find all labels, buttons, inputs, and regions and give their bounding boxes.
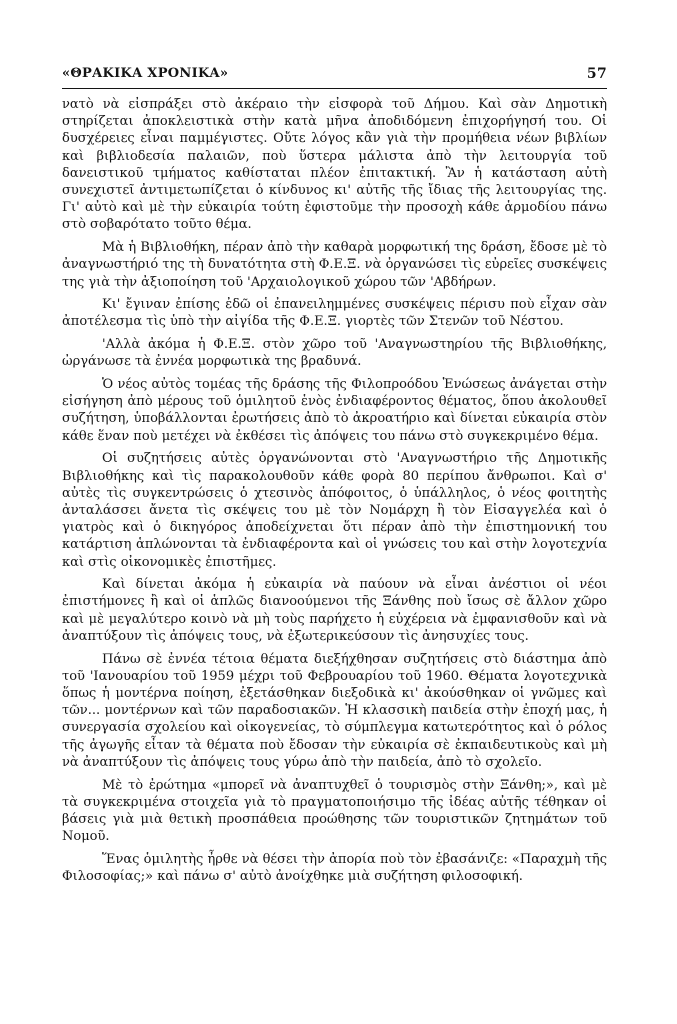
paragraph: Ἕνας ὁμιλητὴς ἦρθε νὰ θέσει τὴν ἀπορία ποὺ τὸν ἐβασάνιζε: «Παραχμὴ τῆς Φιλοσοφίας;» καὶ πάνω σ' αὐτὸ ἀνοίχθηκε μιὰ συζήτηση φιλοσοφική. <box>62 851 607 885</box>
paragraph: Ὁ νέος αὐτὸς τομέας τῆς δράσης τῆς Φιλοπροόδου Ἑνώσεως ἀνάγεται στὴν εἰσήγηση ἀπὸ μέρους τοῦ ὁμιλητοῦ ἑνὸς ἐνδιαφέροντος θέματος, ὅπου ἀκολουθεῖ συζήτηση, ὑποβάλλονται ἐρωτήσεις ἀπὸ τὸ ἀκροατήριο καὶ δίνεται εὐκαιρία στὸν κάθε ἕναν ποὺ μετέχει νὰ ἐκθέσει τὶς ἀπόψεις του πάνω στὸ συγκεκριμένο θέμα. <box>62 377 607 444</box>
paragraph: Πάνω σὲ ἐννέα τέτοια θέματα διεξήχθησαν συζητήσεις στὸ διάστημα ἀπὸ τοῦ 'Ιανουαρίου τοῦ 1959 μέχρι τοῦ Φεβρουαρίου τοῦ 1960. Θέματα λογοτεχνικὰ ὅπως ἡ μοντέρνα ποίηση, ἐξετάσθηκαν διεξοδικὰ κι' ἀκούσθηκαν οἱ γνῶμες καὶ τῶν... μοντέρνων καὶ τῶν παραδοσιακῶν. Ἡ κλασσικὴ παιδεία στὴν ἐποχή μας, ἡ συνεργασία σχολείου καὶ οἰκογενείας, τὸ σύμπλεγμα κατωτερότητος καὶ ὁ ρόλος τῆς ἀγωγῆς εἶταν τὰ θέματα ποὺ ἔδοσαν τὴν εὐκαιρία σὲ ἐκπαιδευτικοὺς καὶ μὴ νὰ ἀναπτύξουν τὶς ἀπόψεις τους γύρω ἀπὸ τὴν παιδεία, ἀπὸ τὸ σχολεῖο. <box>62 651 607 770</box>
paragraph: νατὸ νὰ εἰσπράξει στὸ ἀκέραιο τὴν εἰσφορὰ τοῦ Δήμου. Καὶ σὰν Δημοτικὴ στηρίζεται ἀποκλειστικὰ στὴν κατὰ μῆνα ἀποδιδόμενη ἐπιχορήγησή του. Οἱ δυσχέρειες εἶναι παμμέγιστες. Οὔτε λόγος κἂν γιὰ τὴν προμήθεια νέων βιβλίων καὶ βιβλιοδεσία παλαιῶν, ποὺ ὕστερα μάλιστα ἀπὸ τὴν λειτουργία τοῦ δανειστικοῦ τμήματος καθίσταται πλέον ἐπιτακτική. Ἂν ἡ κατάσταση αὐτὴ συνεχιστεῖ ἀντιμετωπίζεται ὁ κίνδυνος κι' αὐτῆς τῆς ἴδιας τῆς λειτουργίας της. Γι' αὐτὸ καὶ μὲ τὴν εὐκαιρία τούτη ἐφιστοῦμε τὴν προσοχὴ κάθε ἁρμοδίου πάνω στὸ σοβαρότατο τοῦτο θέμα. <box>62 97 607 233</box>
paragraph: Κι' ἔγιναν ἐπίσης ἐδῶ οἱ ἐπανειλημμένες συσκέψεις πέρισυ ποὺ εἶχαν σὰν ἀποτέλεσμα τὶς ὑπὸ τὴν αἰγίδα τῆς Φ.Ε.Ξ. γιορτὲς τῶν Στενῶν τοῦ Νέστου. <box>62 297 607 330</box>
paragraph: Οἱ συζητήσεις αὐτὲς ὀργανώνονται στὸ 'Αναγνωστήριο τῆς Δημοτικῆς Βιβλιοθήκης καὶ τὶς παρακολουθοῦν κάθε φορὰ 80 περίπου ἄνθρωποι. Καὶ σ' αὐτὲς τὶς συγκεντρώσεις ὁ χτεσινὸς ἀπόφοιτος, ὁ ὑπάλληλος, ὁ νέος φοιτητὴς ἀνταλάσσει ἄνετα τὶς σκέψεις του μὲ τὸν Νομάρχη ἢ τὸν Εἰσαγγελέα καὶ ὁ γιατρὸς καὶ ὁ δικηγόρος ἀποδείχνεται ὅτι πέραν ἀπὸ τὴν ἐπιστημονική του κατάρτιση ἁπλώνονται τὰ ἐνδιαφέροντα καὶ οἱ γνώσεις του καὶ στὴν λογοτεχνία καὶ στὶς οἰκονομικὲς ἐπιστῆμες. <box>62 451 607 570</box>
header-rule <box>62 88 607 89</box>
paragraph: Μὲ τὸ ἐρώτημα «μπορεῖ νὰ ἀναπτυχθεῖ ὁ τουρισμὸς στὴν Ξάνθη;», καὶ μὲ τὰ συγκεκριμένα στοιχεῖα γιὰ τὸ πραγματοποιήσιμο τῆς ἰδέας αὐτῆς τέθηκαν οἱ βάσεις γιὰ μιὰ θετικὴ προσπάθεια προώθησης τῶν τουριστικῶν ζητημάτων τοῦ Νομοῦ. <box>62 777 607 845</box>
paragraph: Καὶ δίνεται ἀκόμα ἡ εὐκαιρία νὰ παύουν νὰ εἶναι ἀνέστιοι οἱ νέοι ἐπιστήμονες ἢ καὶ οἱ ἁπλῶς διανοούμενοι τῆς Ξάνθης ποὺ ἴσως σὲ ἄλλον χῶρο καὶ μὲ μεγαλύτερο κοινὸ νὰ μὴ τοὺς παρήχετο ἡ εὐχέρεια νὰ ἐμφανισθοῦν καὶ νὰ ἀναπτύξουν τὶς ἀπόψεις τους, νὰ ἐξωτερικεύσουν τὶς ἀνησυχίες τους. <box>62 577 607 644</box>
article-body <box>62 96 607 885</box>
page-number: 57 <box>586 66 607 82</box>
paragraph: Μὰ ἡ Βιβλιοθήκη, πέραν ἀπὸ τὴν καθαρὰ μορφωτική της δράση, ἔδοσε μὲ τὸ ἀναγνωστήριό της τὴ δυνατότητα στὴ Φ.Ε.Ξ. νὰ ὀργανώσει τὶς εὐρεῖες συσκέψεις της γιὰ τὴν ἀξιοποίηση τοῦ 'Αρχαιολογικοῦ χώρου τῶν 'Αβδήρων. <box>62 240 607 290</box>
paragraph: 'Αλλὰ ἀκόμα ἡ Φ.Ε.Ξ. στὸν χῶρο τοῦ 'Αναγνωστηρίου τῆς Βιβλιοθήκης, ὠργάνωσε τὰ ἐννέα μορφωτικὰ της βραδυνά. <box>62 337 607 370</box>
running-title: «ΘΡΑΚΙΚΑ ΧΡΟΝΙΚΑ» <box>62 66 229 81</box>
page-header <box>62 66 607 86</box>
